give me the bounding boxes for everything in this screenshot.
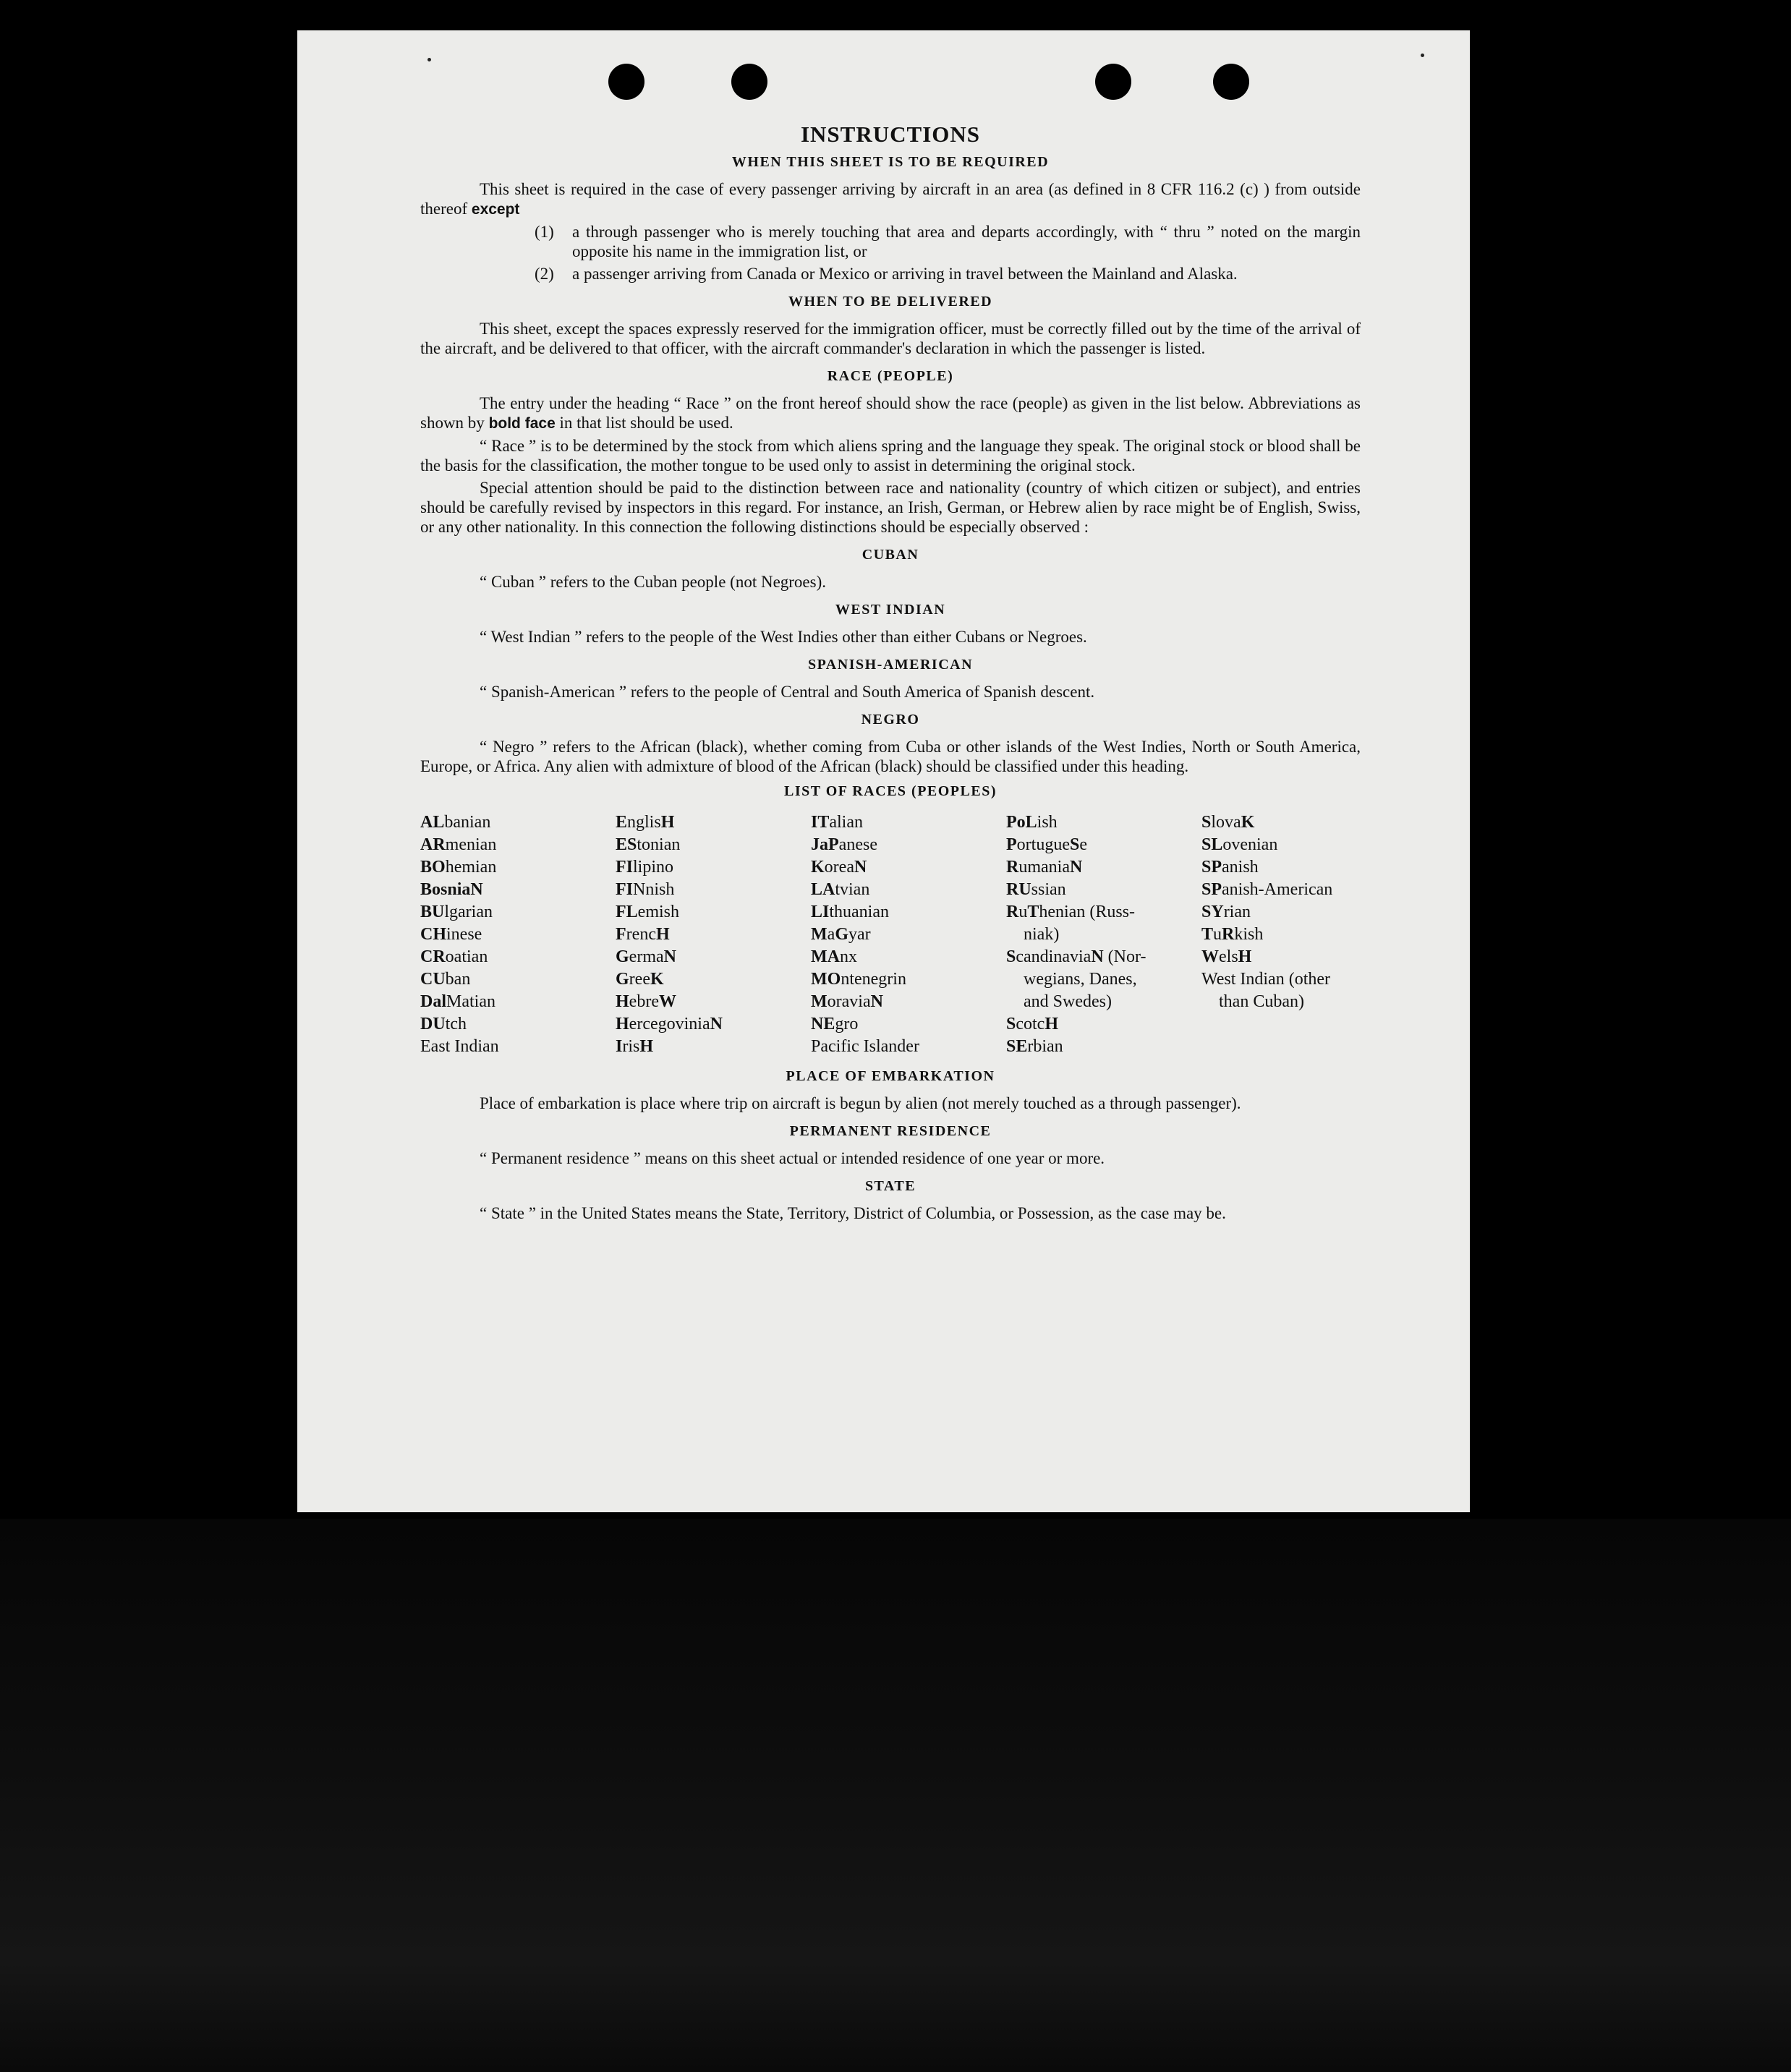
races-list: [420, 811, 1361, 1058]
race-entry: EnglisH: [616, 813, 675, 832]
state-text: “ State ” in the United States means the State, Territory, District of Columbia, or Possession, as the case may be.: [480, 1204, 1226, 1222]
races-column: [616, 811, 811, 1058]
race-entry: SErbian: [1006, 1037, 1063, 1056]
exception-number: (2): [535, 265, 554, 283]
document-page: [297, 30, 1470, 1512]
exception-text: a through passenger who is merely touching that area and departs accordingly, with “ thru ” noted on the margin opposite his name in the immigration list, or: [572, 223, 1361, 260]
race-entry: ITalian: [811, 813, 863, 832]
race-entry: JaPanese: [811, 835, 877, 854]
race-entry: IrisH: [616, 1037, 654, 1056]
race-entry: MoraviaN: [811, 992, 883, 1011]
race-entry: FLemish: [616, 903, 679, 921]
heading-required: WHEN THIS SHEET IS TO BE REQUIRED: [731, 154, 1050, 170]
heading-spanish-american: SPANISH-AMERICAN: [807, 657, 974, 673]
race-entry: BOhemian: [420, 858, 497, 877]
race-entry: RumaniaN: [1006, 858, 1083, 877]
race-entry: East Indian: [420, 1037, 499, 1056]
race-entry-continuation: niak): [1024, 925, 1060, 944]
race-entry: FINnish: [616, 880, 675, 899]
race-entry: FrencH: [616, 925, 670, 944]
race-entry-continuation: than Cuban): [1219, 992, 1304, 1011]
heading-race: RACE (PEOPLE): [827, 368, 954, 384]
heading-residence: PERMANENT RESIDENCE: [789, 1123, 992, 1139]
heading-cuban: CUBAN: [862, 547, 919, 563]
race-entry: SPanish-American: [1201, 880, 1333, 899]
required-intro-text: This sheet is required in the case of every passenger arriving by aircraft in an area (as defined in 8 CFR 116.2 (c) ) from outside thereof: [420, 180, 1361, 218]
delivered-text: This sheet, except the spaces expressly reserved for the immigration officer, must be correctly filled out by the time of the arrival of the aircraft, and be delivered to that officer, with the aircraft commander's declaration in which the passenger is listed.: [420, 320, 1361, 357]
race-entry: FIlipino: [616, 858, 674, 877]
race-entry: PortugueSe: [1006, 835, 1087, 854]
heading-embarkation: PLACE OF EMBARKATION: [786, 1068, 995, 1084]
race-entry: MaGyar: [811, 925, 871, 944]
race-entry: NEgro: [811, 1015, 859, 1033]
race-entry: ALbanian: [420, 813, 491, 832]
race-entry: DalMatian: [420, 992, 495, 1011]
race-p1-text-end: in that list should be used.: [559, 414, 733, 432]
race-entry: ScandinaviaN (Nor-: [1006, 947, 1147, 966]
race-entry: CRoatian: [420, 947, 488, 966]
race-entry: GreeK: [616, 970, 664, 989]
dust-speck: [427, 58, 431, 61]
race-entry: GermaN: [616, 947, 676, 966]
race-entry: MAnx: [811, 947, 857, 966]
race-entry: EStonian: [616, 835, 681, 854]
race-entry: SYrian: [1201, 903, 1251, 921]
west-indian-text: “ West Indian ” refers to the people of the West Indies other than either Cubans or Negroes.: [480, 628, 1087, 646]
punch-hole: [1095, 64, 1131, 100]
races-column: [1201, 811, 1375, 1058]
race-paragraph-3: Special attention should be paid to the distinction between race and nationality (country of which citizen or subject), and entries should be carefully revised by inspectors in this regard. For instance, an Irish, German, or Hebrew alien by race might be of English, Swiss, or any other nationality. In this connection the following distinctions should be especially observed :: [420, 479, 1361, 536]
race-p1-bold: bold face: [488, 415, 556, 432]
race-entry: CHinese: [420, 925, 482, 944]
race-entry: ScotcH: [1006, 1015, 1059, 1033]
race-entry: LIthuanian: [811, 903, 889, 921]
heading-west-indian: WEST INDIAN: [835, 602, 946, 618]
race-entry: DUtch: [420, 1015, 467, 1033]
punch-hole: [731, 64, 767, 100]
race-entry: West Indian (other: [1201, 970, 1331, 989]
race-entry: ARmenian: [420, 835, 497, 854]
exception-number: (1): [535, 223, 554, 241]
residence-text: “ Permanent residence ” means on this sheet actual or intended residence of one year or more.: [480, 1149, 1105, 1167]
scan-lower-margin: [0, 1519, 1791, 2072]
races-column: [811, 811, 1006, 1058]
race-entry: TuRkish: [1201, 925, 1264, 944]
race-entry: BUlgarian: [420, 903, 493, 921]
race-entry: WelsH: [1201, 947, 1252, 966]
punch-hole: [608, 64, 644, 100]
heading-list-of-races: LIST OF RACES (PEOPLES): [783, 783, 997, 799]
race-entry-continuation: wegians, Danes,: [1024, 970, 1137, 989]
race-p1-text: The entry under the heading “ Race ” on the front hereof should show the race (people) as given in the list below. Abbreviations as shown by: [420, 394, 1361, 432]
punch-hole: [1213, 64, 1249, 100]
heading-negro: NEGRO: [861, 712, 920, 728]
required-exception-1: [420, 222, 1361, 261]
required-exception-2: [420, 264, 1361, 283]
races-column: [1006, 811, 1201, 1058]
required-intro-bold: except: [471, 201, 520, 218]
races-column: [420, 811, 616, 1058]
race-entry: SPanish: [1201, 858, 1259, 877]
race-paragraph-2: “ Race ” is to be determined by the stock from which aliens spring and the language they speak. The original stock or blood shall be the basis for the classification, the mother tongue to be used only to assist in determining the original stock.: [420, 437, 1361, 474]
race-entry: SLovenian: [1201, 835, 1278, 854]
race-entry: BosniaN: [420, 880, 483, 899]
race-entry: KoreaN: [811, 858, 867, 877]
heading-state: STATE: [864, 1178, 916, 1194]
race-entry: CUban: [420, 970, 471, 989]
negro-text: “ Negro ” refers to the African (black), whether coming from Cuba or other islands of the West Indies, North or South America, Europe, or Africa. Any alien with admixture of blood of the African (black) should be classified under this heading.: [420, 738, 1361, 775]
dust-speck: [1421, 54, 1424, 57]
instructions-body: [420, 121, 1361, 1226]
race-entry: LAtvian: [811, 880, 870, 899]
race-entry: Pacific Islander: [811, 1037, 919, 1056]
spanish-american-text: “ Spanish-American ” refers to the people of Central and South America of Spanish descent.: [480, 683, 1095, 701]
embarkation-text: Place of embarkation is place where trip on aircraft is begun by alien (not merely touched as a through passenger).: [480, 1094, 1241, 1112]
race-entry: RuThenian (Russ-: [1006, 903, 1136, 921]
heading-delivered: WHEN TO BE DELIVERED: [788, 294, 993, 310]
race-entry: HercegoviniaN: [616, 1015, 723, 1033]
race-entry: PoLish: [1006, 813, 1058, 832]
race-entry: MOntenegrin: [811, 970, 906, 989]
race-entry-continuation: and Swedes): [1024, 992, 1112, 1011]
required-intro: [420, 179, 1361, 219]
race-entry: RUssian: [1006, 880, 1066, 899]
race-entry: SlovaK: [1201, 813, 1255, 832]
exception-text: a passenger arriving from Canada or Mexico or arriving in travel between the Mainland and Alaska.: [572, 265, 1238, 283]
cuban-text: “ Cuban ” refers to the Cuban people (not Negroes).: [480, 573, 827, 591]
page-title: INSTRUCTIONS: [800, 121, 980, 147]
race-paragraph-1: [420, 393, 1361, 433]
race-entry: HebreW: [616, 992, 676, 1011]
